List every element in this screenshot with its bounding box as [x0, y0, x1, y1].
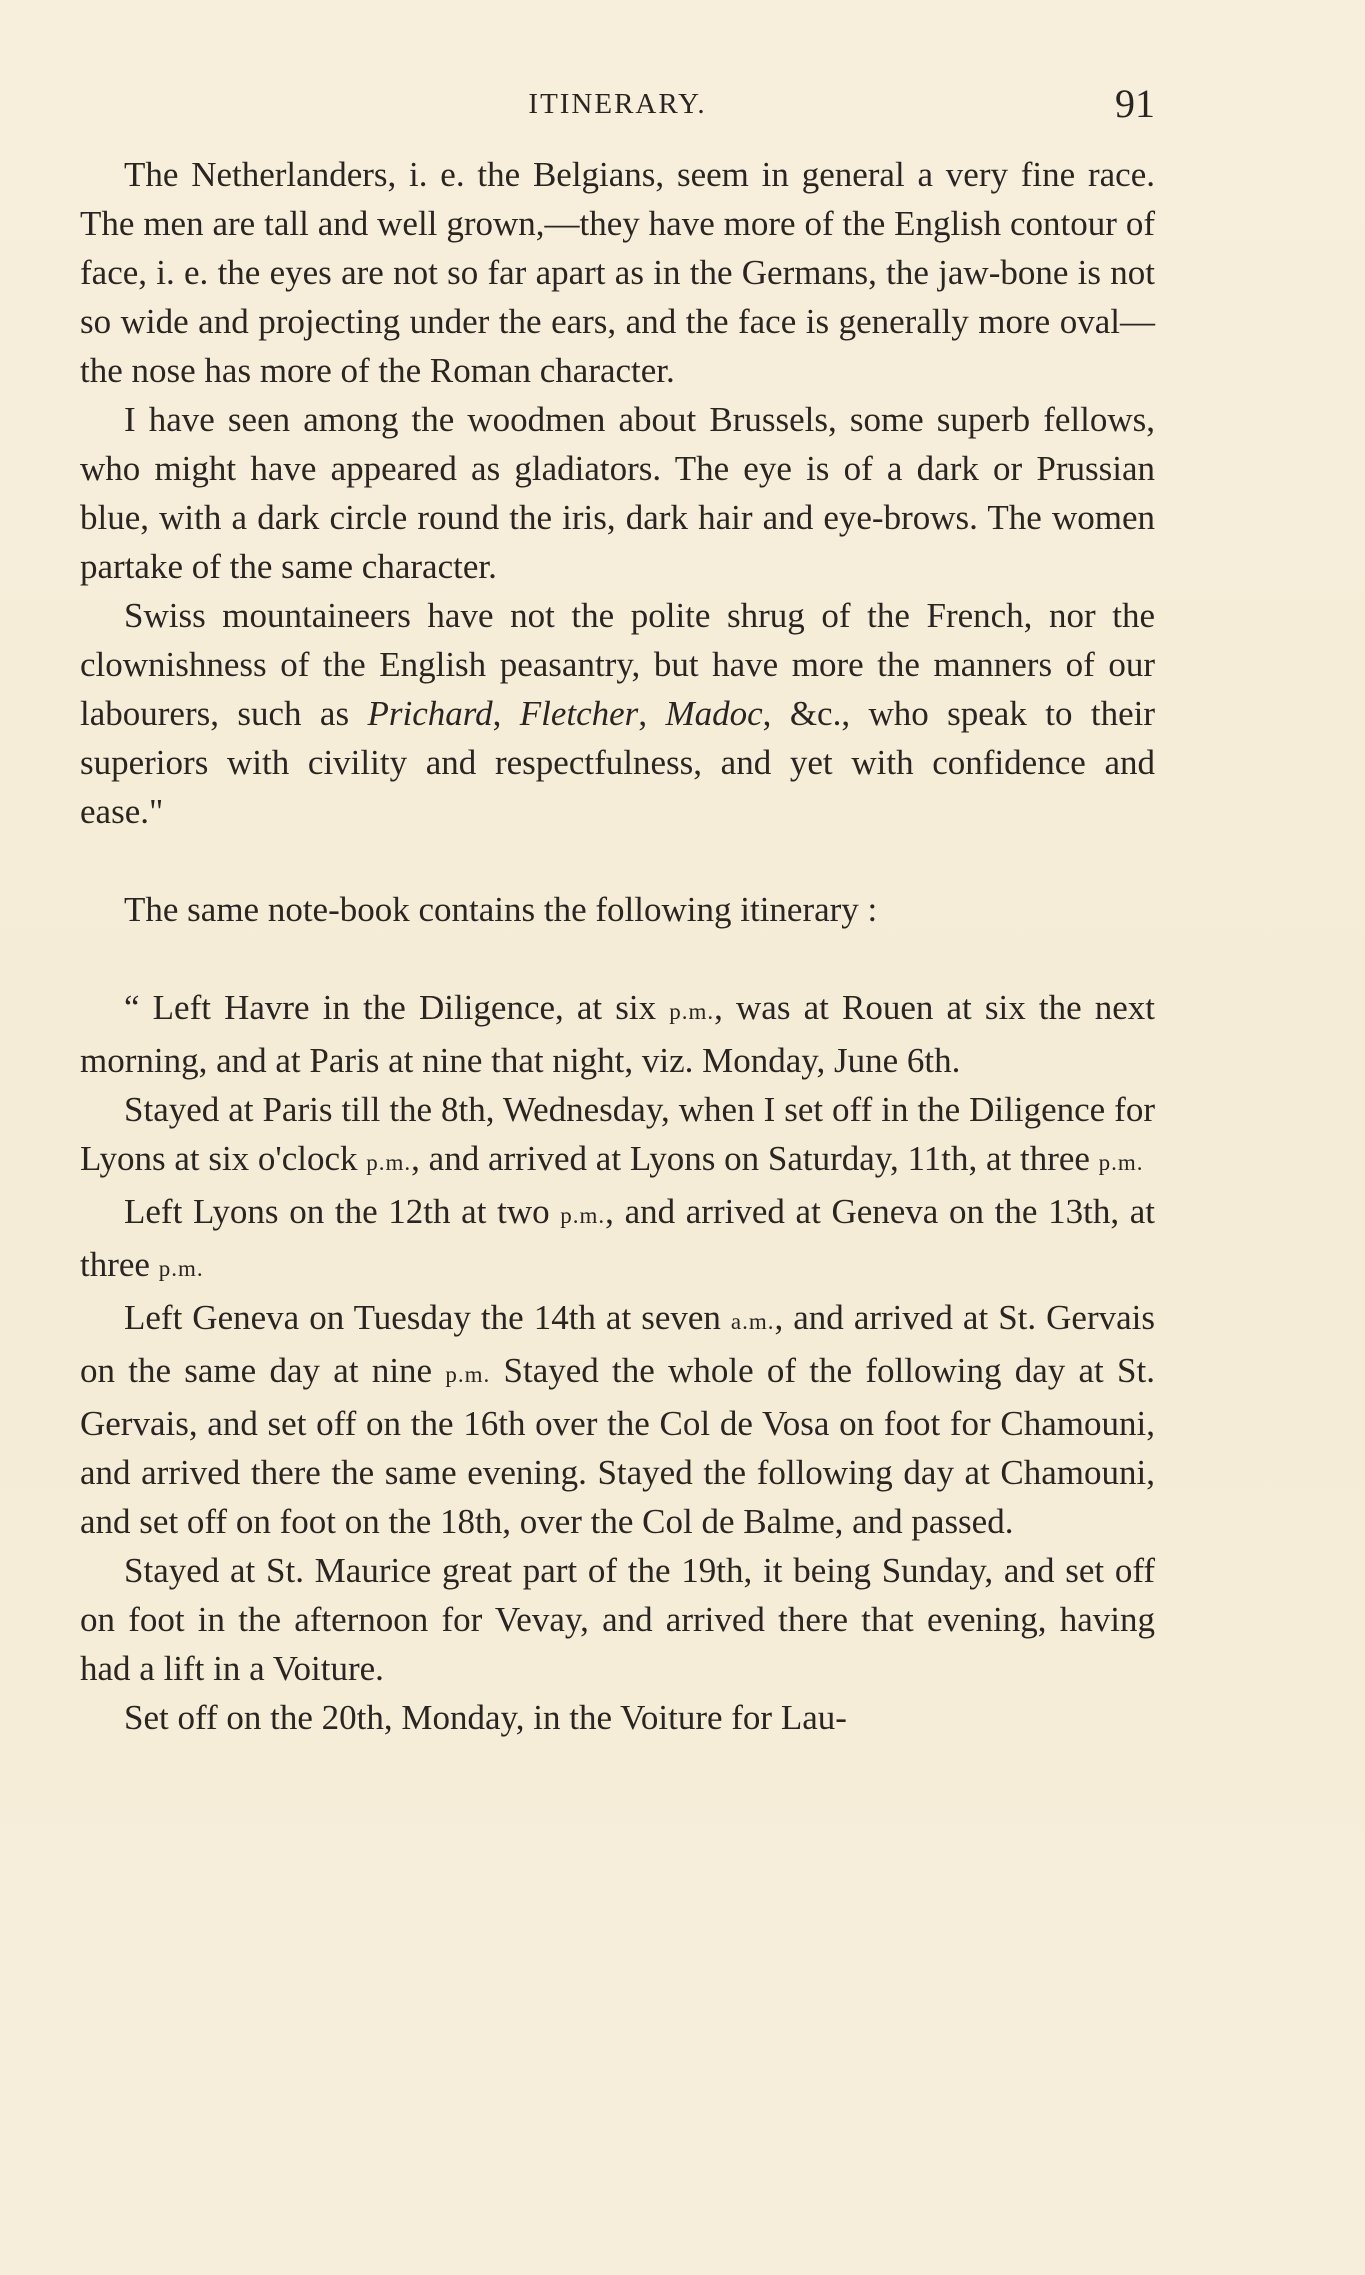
paragraph-text: Swiss mountaineers have not the polite shrug of the French, nor the clownishness of the English peasantry, but have more the manners of our labourers, such as — [80, 596, 1155, 733]
name-madoc: Madoc — [665, 694, 763, 733]
paragraph-text: , &c., who speak to their superiors with civility and respectfulness, and yet with confidence and ease." — [80, 694, 1156, 831]
paragraph-text: , was at Rouen at six the next morning, and at Paris at nine that night, viz. Monday, June 6th. — [80, 988, 1156, 1080]
paragraph-st-maurice — [80, 1546, 1155, 1693]
paragraph-set-off-lausanne — [80, 1693, 1155, 1742]
paragraph-geneva — [80, 1293, 1155, 1546]
name-prichard: Prichard — [367, 694, 493, 733]
paragraph-text: The same note-book contains the following itinerary : — [124, 890, 878, 929]
paragraph-paris — [80, 1085, 1155, 1187]
separator: , — [492, 694, 520, 733]
running-head: ITINERARY. — [528, 88, 707, 120]
paragraph-text: , and arrived at Geneva on the 13th, at three — [80, 1192, 1155, 1284]
name-fletcher: Fletcher — [519, 694, 639, 733]
paragraph-text: I have seen among the woodmen about Brussels, some superb fellows, who might have appeared as gladiators. The eye is of a dark or Prussian blue, with a dark circle round the iris, dark hair and eye-brows. The women partake of the same character. — [80, 400, 1155, 586]
paragraph-text: Stayed at Paris till the 8th, Wednesday, when I set off in the Diligence for Lyons at six o'clock — [80, 1090, 1155, 1178]
paragraph-text: Left Geneva on Tuesday the 14th at seven — [124, 1298, 731, 1337]
paragraph-intro-itinerary — [80, 885, 1155, 934]
time-abbrev: p.m. — [366, 1150, 412, 1175]
separator: , — [638, 694, 666, 733]
paragraph-text: “ Left Havre in the Diligence, at six — [124, 988, 670, 1027]
paragraph-text: Left Lyons on the 12th at two — [124, 1192, 561, 1231]
paragraph-netherlanders — [80, 150, 1155, 395]
time-abbrev: p.m. — [560, 1203, 606, 1228]
time-abbrev: p.m. — [669, 999, 715, 1024]
paragraph-text: , and arrived at Lyons on Saturday, 11th, at three — [411, 1139, 1099, 1178]
paragraph-lyons — [80, 1187, 1155, 1293]
time-abbrev: p.m. — [158, 1256, 204, 1281]
paragraph-text: , and arrived at St. Gervais on the same day at nine — [80, 1298, 1156, 1390]
page-header — [80, 80, 1155, 130]
body-text — [80, 150, 1155, 1742]
page-number: 91 — [1115, 81, 1155, 126]
time-abbrev: p.m. — [445, 1362, 491, 1387]
paragraph-left-havre — [80, 983, 1155, 1085]
paragraph-text: Set off on the 20th, Monday, in the Voiture for Lau- — [124, 1698, 847, 1737]
time-abbrev: p.m. — [1098, 1150, 1144, 1175]
paragraph-text: The Netherlanders, i. e. the Belgians, seem in general a very fine race. The men are tall and well grown,—they have more of the English contour of face, i. e. the eyes are not so far apart as in the Germans, the jaw-bone is not so wide and projecting under the ears, and the face is generally more oval—the nose has more of the Roman character. — [80, 155, 1155, 390]
paragraph-swiss-mountaineers — [80, 591, 1155, 836]
time-abbrev: a.m. — [730, 1309, 775, 1334]
paragraph-text: Stayed the whole of the following day at St. Gervais, and set off on the 16th over the Col de Vosa on foot for Chamouni, and arrived there the same evening. Stayed the following day at Chamouni, and set off on foot on the 18th, over the Col de Balme, and passed. — [80, 1351, 1155, 1541]
paragraph-text: Stayed at St. Maurice great part of the 19th, it being Sunday, and set off on foot in the afternoon for Vevay, and arrived there that evening, having had a lift in a Voiture. — [80, 1551, 1155, 1688]
paragraph-woodmen — [80, 395, 1155, 591]
